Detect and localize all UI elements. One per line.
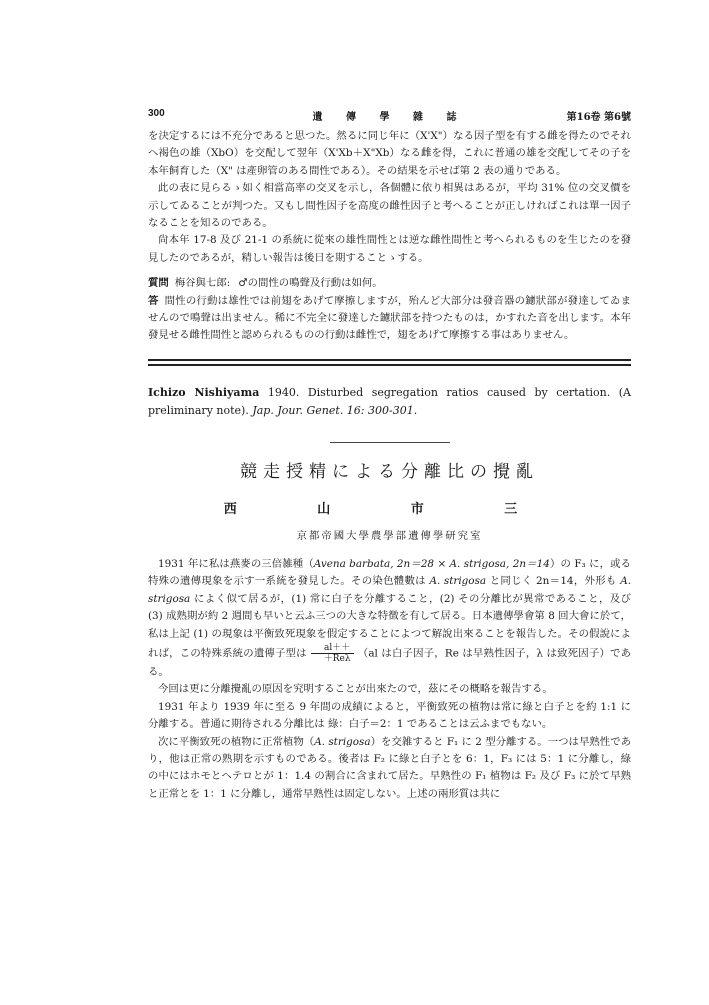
fraction-denominator: ＋Reλ: [323, 653, 351, 664]
journal-title: 遺 傳 學 雜 誌: [312, 112, 467, 123]
answer-text: 間性の行動は雄性では前翅をあげて摩擦しますが，殆んど大部分は發音器の鑢狀部が發達してゐませんので鳴聲は出ません。稀に不完全に發達した鑢狀部を持つたものは，かすれた音を出します。本年發見せる雌性間性と認められるものの行動は雌性で，翅をあげて摩擦する事はありません。: [148, 294, 631, 342]
question-label: 質問: [148, 277, 169, 290]
species-name: A. strigosa: [148, 575, 631, 605]
paragraph: 今回は更に分離攪亂の原因を究明することが出來たので，茲にその概略を報告する。: [158, 683, 553, 696]
discussion: [148, 275, 631, 345]
answer: [148, 293, 631, 345]
question-text: ♂の間性の鳴聲及行動は如何。: [238, 277, 383, 290]
page-header: [148, 108, 631, 128]
paragraph: 尙本年 17-8 及び 21-1 の系統に從來の雄性間性とは逆な雌性間性と考へられるものを生じたのを發見したのであるが，精しい報告は後日を期することゝする。: [148, 234, 631, 264]
text-run: 次に平衡致死の植物に正常植物（: [158, 735, 315, 748]
article-affiliation: 京都帝國大學農學部遺傳學研究室: [296, 529, 483, 542]
reference-title: 1940. Disturbed segregation ratios caused by certation. (A preliminary note).: [148, 385, 632, 417]
title-divider: [330, 442, 450, 443]
article-title: 競走授精による分離比の攪亂: [240, 461, 539, 482]
divider-line: [148, 364, 631, 366]
volume-number: 第16卷 第6號: [566, 112, 631, 123]
species-name: A. strigosa: [429, 575, 487, 588]
text-run: によく似て居るが，(1) 常に白子を分離すること，(2) その分離比が異常であること，及び (3) 成熟期が約 2 週間も早いと云ふ三つの大きな特徴を有して居る。日本遺傳學會第 8 回大會に於て，私は上記 (1) の現象は平衡致死現象を假定することによつて解說出來ることを報告した。その假說によれば，この特殊系統の遺傳子型は: [148, 592, 631, 660]
question-asker: 梅谷與七郎:: [174, 277, 231, 290]
paragraph: [148, 556, 631, 681]
species-name: A. strigosa: [314, 735, 371, 748]
question: [148, 275, 631, 292]
paragraph: を決定するには不充分であると思つた。然るに同じ年に（X'X"）なる因子型を有する雌を得たのでそれへ褐色の雄（XbO）を交配して翌年（X'Xb＋X"Xb）なる雌を得，これに普通の雄を交配してその子を本年飼育した（X" は產卵管のある間性である）。その結果を示せば第 2 表の通りである。: [148, 130, 631, 177]
article-body: [148, 556, 631, 803]
text-run: （al は白子因子，Re は早熟性因子，λ は致死因子）である。: [148, 647, 631, 678]
species-name: Avena barbata, 2n＝28 × A. strigosa, 2n＝14: [313, 557, 550, 570]
text-run: と同じく 2n＝14，外形も: [486, 575, 621, 588]
paragraph: 此の表に見らるゝ如く相當高率の交叉を示し，各個體に依り相異はあるが，平均 31% 位の交叉價を示してゐることが判つた。又もし間性因子を高度の雌性因子と考へることが正しければこれは單一因子なることを知るのである。: [148, 182, 631, 230]
reference-author: Ichizo Nishiyama: [148, 385, 260, 399]
fraction-numerator: al＋＋: [311, 643, 354, 654]
article-author: 西 山 市 三: [223, 501, 556, 517]
text-run: 1931 年に私は燕麥の三倍雑種（: [158, 557, 314, 570]
previous-article-text: [148, 128, 631, 267]
english-reference: [148, 384, 631, 420]
paragraph: [148, 734, 631, 804]
divider-line: [148, 359, 631, 361]
page-number: 300: [148, 108, 165, 119]
section-divider: [148, 359, 631, 366]
page: [148, 108, 631, 803]
paragraph: 1931 年より 1939 年に至る 9 年間の成績によると，平衡致死の植物は常に綠と白子とを約 1:1 に分離する。普通に期待される分離比は 綠：白子＝2：1 であることは云ふまでもない。: [148, 700, 631, 731]
answer-label: 答: [148, 294, 159, 307]
genotype-fraction: [311, 643, 354, 664]
reference-journal: Jap. Jour. Genet. 16: 300-301.: [252, 403, 418, 417]
text-run: ）の F₃ に，或る特殊の遺傳現象を示す一系統を發見した。その染色體數は: [148, 557, 631, 588]
text-run: ）を交雑すると F₁ に 2 型分離する。一つは早熟性であり，他は正常の熟期を示すものである。後者は F₂ に綠と白子とを 6：1，F₃ には 5：1 に分離し，綠の中にはホモとヘテロとが 1：1.4 の割合に含まれて居た。早熟性の F₁ 植物は F₂ 及び F₃ に於て早熟と正常とを 1：1 に分離し，通常早熟性は固定しない。上述の兩形質は共に: [148, 735, 632, 800]
